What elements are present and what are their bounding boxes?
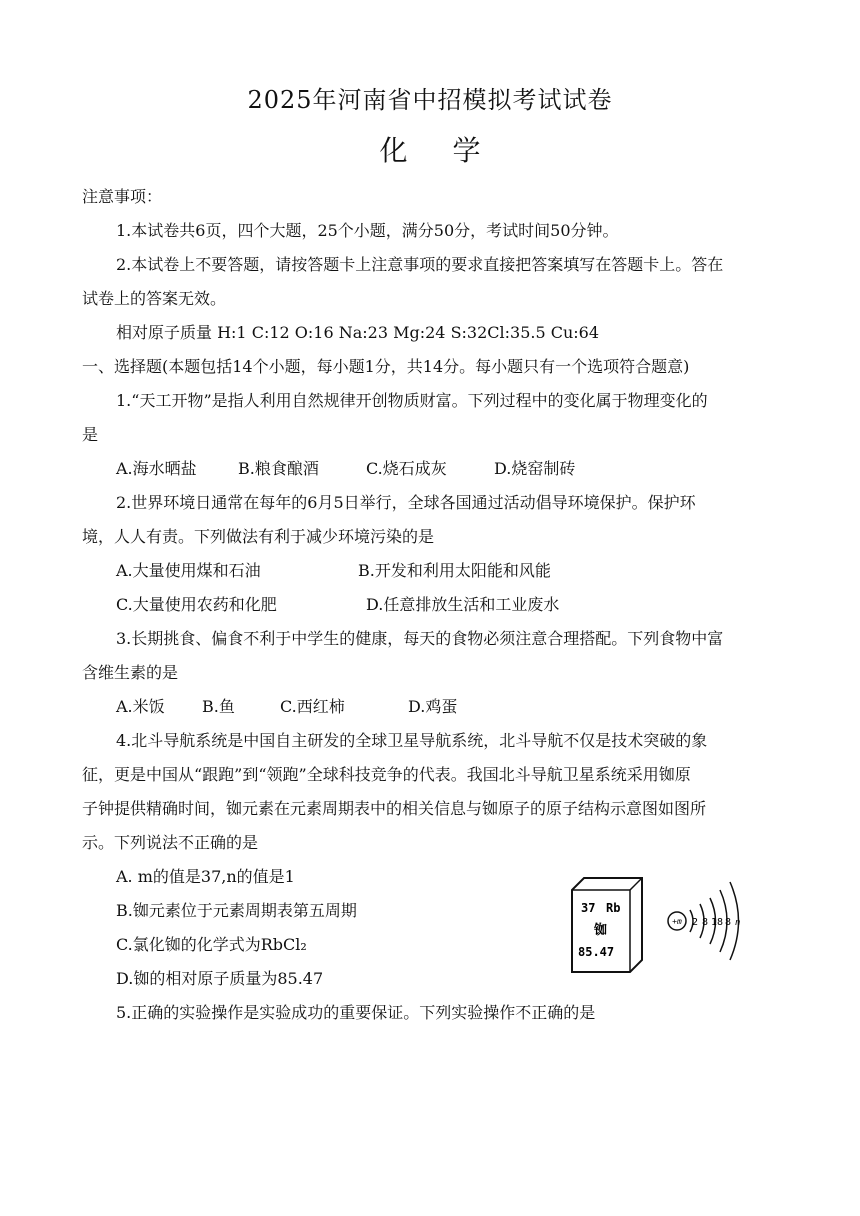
- q4-option-d: D.铷的相对原子质量为85.47: [116, 969, 324, 988]
- q2-option-a: A.大量使用煤和石油: [116, 561, 261, 580]
- q2-option-c: C.大量使用农药和化肥: [116, 595, 277, 614]
- q3-option-d: D.鸡蛋: [408, 697, 458, 716]
- q1-option-c: C.烧石成灰: [366, 459, 447, 478]
- shell-5-count: n: [735, 918, 741, 928]
- q5-line-1: 5.正确的实验操作是实验成功的重要保证。下列实验操作不正确的是: [116, 1003, 596, 1022]
- atomic-mass-line: 相对原子质量 H:1 C:12 O:16 Na:23 Mg:24 S:32Cl:35.5 Cu:64: [116, 323, 600, 342]
- q3-line-1: 3.长期挑食、偏食不利于中学生的健康，每天的食物必须注意合理搭配。下列食物中富: [116, 629, 724, 648]
- q4-line-2: 征，更是中国从“跟跑”到“领跑”全球科技竞争的代表。我国北斗导航卫星系统采用铷原: [82, 765, 691, 784]
- q1-line-1: 1.“天工开物”是指人利用自然规律开创物质财富。下列过程中的变化属于物理变化的: [116, 391, 708, 410]
- q3-option-a: A.米饭: [116, 697, 165, 716]
- atomic-mass: 85.47: [578, 945, 615, 959]
- element-symbol: Rb: [606, 901, 621, 915]
- q2-line-1: 2.世界环境日通常在每年的6月5日举行，全球各国通过活动倡导环境保护。保护环: [116, 493, 696, 512]
- q4-option-a: A. m的值是37,n的值是1: [116, 867, 295, 886]
- notice-item-2-line-2: 试卷上的答案无效。: [82, 289, 227, 308]
- q4-line-1: 4.北斗导航系统是中国自主研发的全球卫星导航系统，北斗导航不仅是技术突破的象: [116, 731, 708, 750]
- q4-option-c: C.氯化铷的化学式为RbCl₂: [116, 935, 307, 954]
- atomic-number: 37: [581, 901, 596, 915]
- shell-1-count: 2: [692, 917, 699, 928]
- periodic-table-cell: [572, 878, 642, 972]
- q2-line-2: 境，人人有责。下列做法有利于减少环境污染的是: [82, 527, 435, 546]
- atomic-structure-diagram: [668, 882, 740, 960]
- nucleus-charge: +m: [672, 917, 682, 926]
- q1-option-b: B.粮食酿酒: [238, 459, 319, 478]
- q4-line-3: 子钟提供精确时间，铷元素在元素周期表中的相关信息与铷原子的原子结构示意图如图所: [82, 799, 707, 818]
- q1-line-2: 是: [82, 425, 99, 444]
- q3-option-b: B.鱼: [202, 697, 235, 716]
- q4-line-4: 示。下列说法不正确的是: [82, 833, 259, 852]
- subject-title: 化 学: [379, 134, 499, 167]
- rubidium-figure: [570, 876, 750, 976]
- notice-item-1: 1.本试卷共6页，四个大题，25个小题，满分50分，考试时间50分钟。: [116, 221, 619, 240]
- q2-option-d: D.任意排放生活和工业废水: [366, 595, 560, 614]
- shell-2-count: 8: [702, 917, 709, 928]
- q1-option-a: A.海水晒盐: [116, 459, 197, 478]
- q4-option-b: B.铷元素位于元素周期表第五周期: [116, 901, 357, 920]
- q3-option-c: C.西红柿: [280, 697, 345, 716]
- shell-3-count: 18: [711, 917, 724, 928]
- notice-item-2-line-1: 2.本试卷上不要答题，请按答题卡上注意事项的要求直接把答案填写在答题卡上。答在: [116, 255, 724, 274]
- section-1-heading: 一、选择题(本题包括14个小题，每小题1分，共14分。每小题只有一个选项符合题意): [82, 357, 690, 376]
- notice-heading: 注意事项：: [82, 187, 163, 206]
- q3-line-2: 含维生素的是: [82, 663, 179, 682]
- exam-title: 2025年河南省中招模拟考试试卷: [247, 86, 613, 114]
- q1-option-d: D.烧窑制砖: [494, 459, 576, 478]
- q2-option-b: B.开发和利用太阳能和风能: [358, 561, 551, 580]
- shell-4-count: 8: [725, 917, 732, 928]
- element-name: 铷: [594, 923, 608, 938]
